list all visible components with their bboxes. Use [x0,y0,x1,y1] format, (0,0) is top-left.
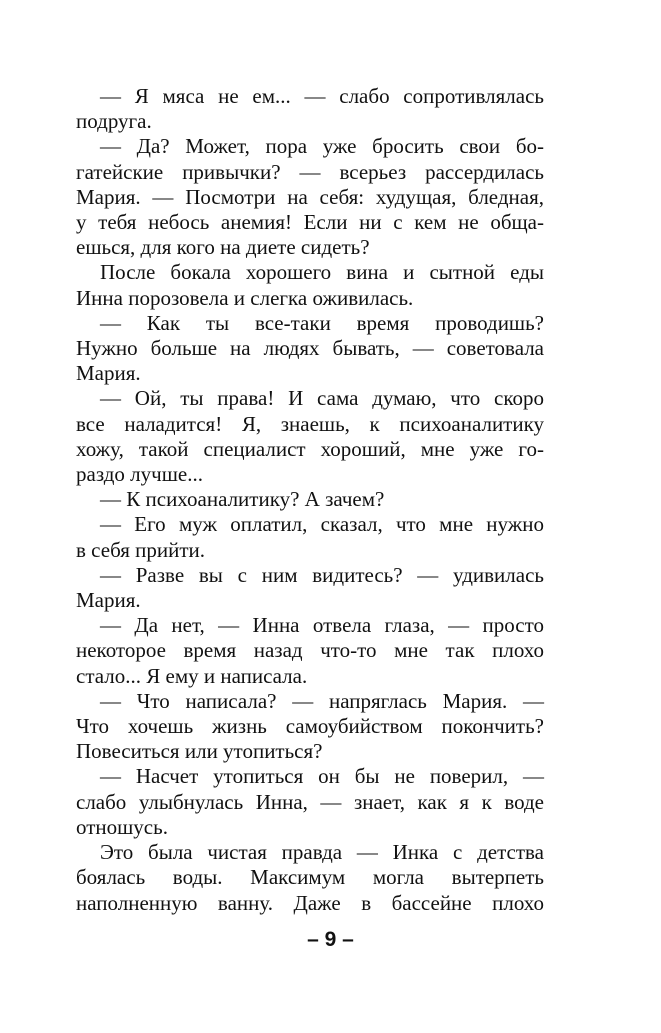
text-line: отношусь. [76,814,168,839]
text-line: — Ой, ты права! И сама думаю, что скоро [100,386,544,411]
text-line: все наладится! Я, знаешь, к психоаналитику [76,411,544,436]
text-line: гатейские привычки? — всерьез рассердилась [76,159,544,184]
text-line: — Разве вы с ним видитесь? — удивилась [100,562,544,587]
paragraph [76,487,544,512]
text-line: — Да нет, — Инна отвела глаза, — просто [100,613,544,638]
text-line: — Я мяса не ем... — слабо сопротивлялась [100,84,544,108]
text-line: Мария. — Посмотри на себя: худущая, бледная, [76,184,544,209]
text-line: Нужно больше на людях бывать, — советовала [76,336,544,361]
text-line: — К психоаналитику? А зачем? [100,487,385,512]
text-line: подруга. [76,109,152,134]
text-line: — Его муж оплатил, сказал, что мне нужно [100,512,544,537]
text-line: в себя прийти. [76,537,206,562]
paragraph [76,613,544,689]
text-line: — Что написала? — напряглась Мария. — [100,688,544,713]
text-line: у тебя небось анемия! Если ни с кем не обща- [76,210,544,235]
text-line: хожу, такой специалист хороший, мне уже го- [76,436,544,461]
text-line: ешься, для кого на диете сидеть? [76,235,370,260]
text-line: Повеситься или утопиться? [76,739,323,764]
text-line: стало... Я ему и написала. [76,663,308,688]
paragraph [76,764,544,840]
paragraph [76,311,544,387]
paragraph [76,260,544,310]
text-line: — Да? Может, пора уже бросить свои бо- [100,134,544,159]
paragraph [76,84,544,134]
text-line: Инна порозовела и слегка оживилась. [76,285,414,310]
paragraph [76,386,544,487]
text-line: — Насчет утопиться он бы не поверил, — [100,764,544,789]
paragraph [76,134,544,260]
page-number: – 9 – [307,928,354,951]
paragraph [76,840,544,916]
text-line: раздо лучше... [76,462,203,487]
paragraph [76,689,544,765]
text-line: Что хочешь жизнь самоубийством покончить? [76,714,544,739]
text-line: После бокала хорошего вина и сытной еды [100,260,544,285]
text-line: Это была чистая правда — Инка с детства [100,840,544,865]
text-line: — Как ты все-таки время проводишь? [100,310,544,335]
text-line: наполненную ванну. Даже в бассейне плохо [76,890,544,915]
paragraph [76,563,544,613]
text-line: боялась воды. Максимум могла вытерпеть [76,865,544,890]
text-line: Мария. [76,361,141,386]
text-line: слабо улыбнулась Инна, — знает, как я к воде [76,789,544,814]
body-text [76,84,544,916]
text-line: некоторое время назад что-то мне так плохо [76,638,544,663]
text-line: Мария. [76,588,141,613]
paragraph [76,512,544,562]
